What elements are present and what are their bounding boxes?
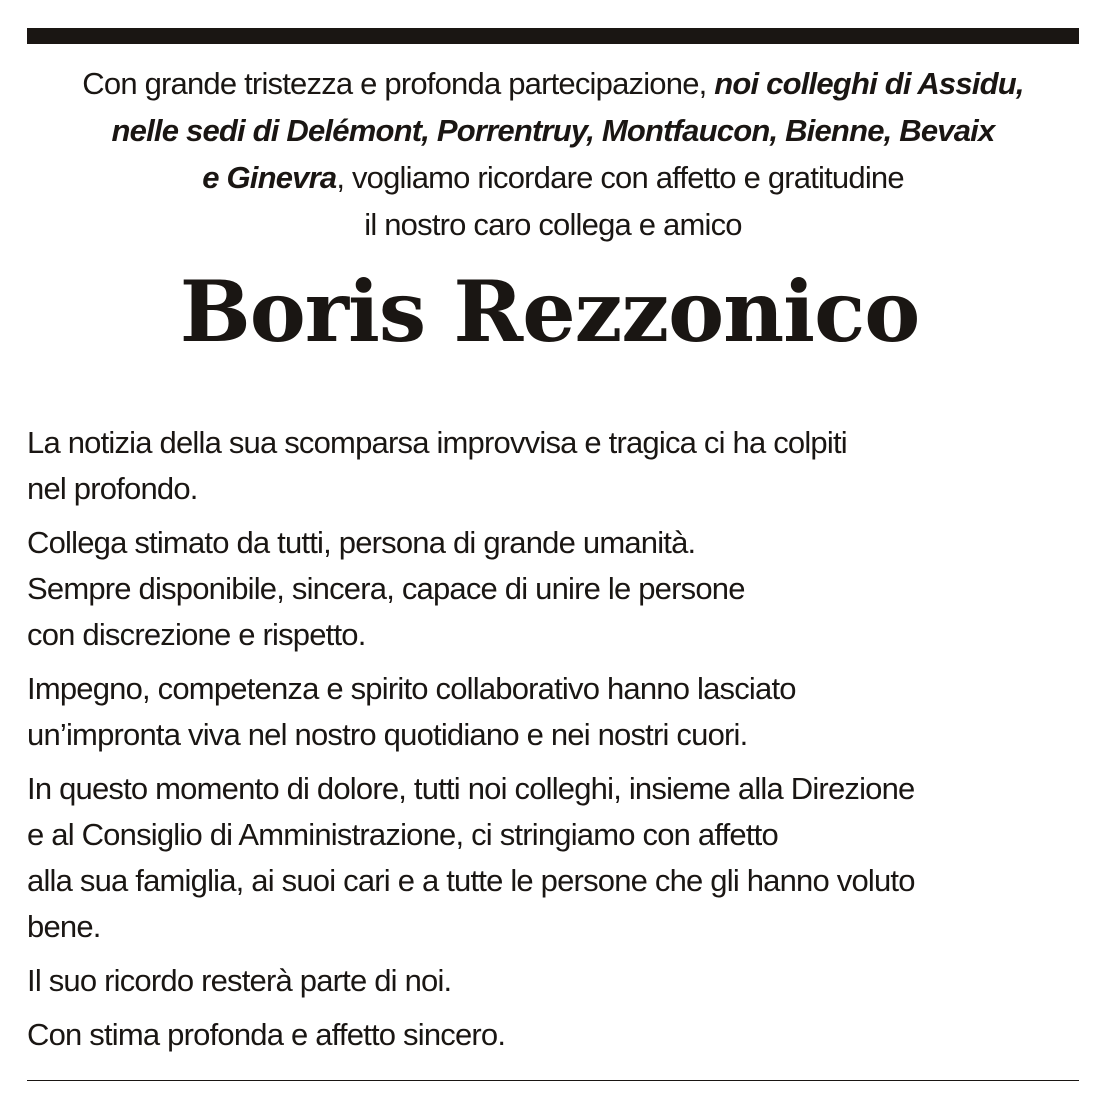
- intro-line-2: [27, 107, 1079, 154]
- paragraph-3: [27, 666, 1079, 758]
- intro-line-2-emphasis: nelle sedi di Delémont, Porrentruy, Montfaucon, Bienne, Bevaix: [111, 113, 995, 148]
- top-divider-bar: [27, 28, 1079, 44]
- paragraph-2: [27, 520, 1079, 658]
- text-line: bene.: [27, 909, 101, 944]
- text-line: e al Consiglio di Amministrazione, ci stringiamo con affetto: [27, 817, 778, 852]
- intro-line-4: [27, 201, 1079, 248]
- paragraph-5: [27, 958, 1079, 1004]
- text-line: La notizia della sua scomparsa improvvisa e tragica ci ha colpiti: [27, 425, 847, 460]
- bottom-divider-line: [27, 1080, 1079, 1081]
- text-line: Impegno, competenza e spirito collaborativo hanno lasciato: [27, 671, 796, 706]
- paragraph-1: [27, 420, 1079, 512]
- intro-line-3-emphasis: e Ginevra: [202, 160, 337, 195]
- text-line: un’impronta viva nel nostro quotidiano e nei nostri cuori.: [27, 717, 748, 752]
- intro-line-1-emphasis: noi colleghi di Assidu,: [714, 66, 1024, 101]
- text-line: Il suo ricordo resterà parte di noi.: [27, 963, 452, 998]
- text-line: alla sua famiglia, ai suoi cari e a tutte le persone che gli hanno voluto: [27, 863, 915, 898]
- paragraph-4: [27, 766, 1079, 950]
- text-line: Sempre disponibile, sincera, capace di unire le persone: [27, 571, 745, 606]
- text-line: con discrezione e rispetto.: [27, 617, 366, 652]
- paragraph-6: [27, 1012, 1079, 1058]
- text-line: In questo momento di dolore, tutti noi colleghi, insieme alla Direzione: [27, 771, 915, 806]
- text-line: nel profondo.: [27, 471, 198, 506]
- intro-text: [27, 60, 1079, 248]
- deceased-name: Boris Rezzonico: [179, 262, 920, 361]
- intro-line-3: [27, 154, 1079, 201]
- intro-line-3-plain: , vogliamo ricordare con affetto e gratitudine: [336, 160, 904, 195]
- intro-line-1-plain: Con grande tristezza e profonda partecipazione,: [82, 66, 715, 101]
- obituary-body: [27, 420, 1079, 1066]
- text-line: Con stima profonda e affetto sincero.: [27, 1017, 506, 1052]
- intro-line-4-plain: il nostro caro collega e amico: [364, 207, 742, 242]
- intro-line-1: [27, 60, 1079, 107]
- text-line: Collega stimato da tutti, persona di grande umanità.: [27, 525, 696, 560]
